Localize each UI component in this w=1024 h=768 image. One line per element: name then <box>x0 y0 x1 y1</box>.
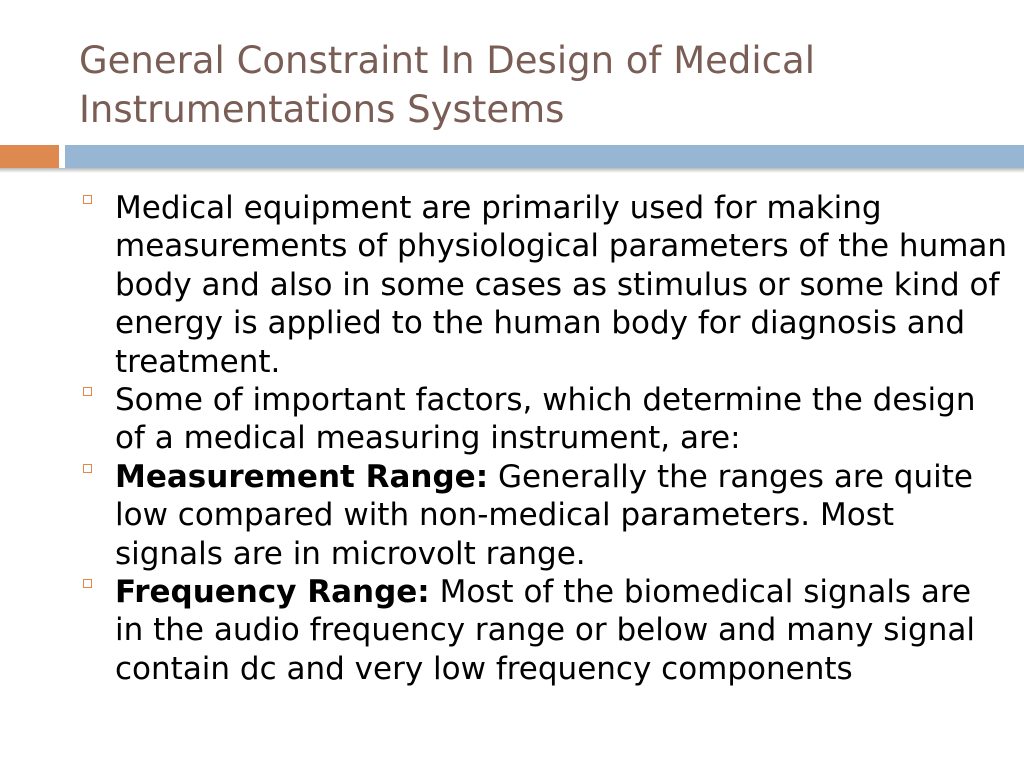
blue-accent-bar <box>65 145 1024 168</box>
hollow-square-bullet-icon <box>83 464 92 473</box>
slide-title <box>79 36 979 134</box>
bullet-text: Most of the biomedical signals are in the audio frequency range or below and many signal contain dc and very low frequency components <box>115 574 975 687</box>
slide-title-line-1: General Constraint In Design of Medical <box>79 39 815 82</box>
orange-accent-bar <box>0 145 59 168</box>
accent-bar-shadow <box>0 168 1024 173</box>
bullet-text: Medical equipment are primarily used for making measurements of physiological parameters of the human body and also in some cases as stimulus or some kind of energy is applied to the human body for diagnosis and treatment. <box>115 190 1008 380</box>
hollow-square-bullet-icon <box>83 195 92 204</box>
bullet-item-measurement-range <box>78 458 1008 573</box>
bullet-list <box>78 189 1008 688</box>
bullet-item-frequency-range <box>78 573 1008 688</box>
hollow-square-bullet-icon <box>83 579 92 588</box>
bullet-lead: Frequency Range: <box>115 574 430 611</box>
hollow-square-bullet-icon <box>83 387 92 396</box>
slide-title-line-2: Instrumentations Systems <box>79 88 565 131</box>
bullet-text: Generally the ranges are quite low compared with non-medical parameters. Most signals are in microvolt range. <box>115 458 973 572</box>
bullet-text: Some of important factors, which determine the design of a medical measuring instrument, are: <box>115 382 976 457</box>
bullet-item-factors <box>78 381 1008 458</box>
bullet-item-equipment <box>78 189 1008 381</box>
bullet-lead: Measurement Range: <box>115 458 489 495</box>
